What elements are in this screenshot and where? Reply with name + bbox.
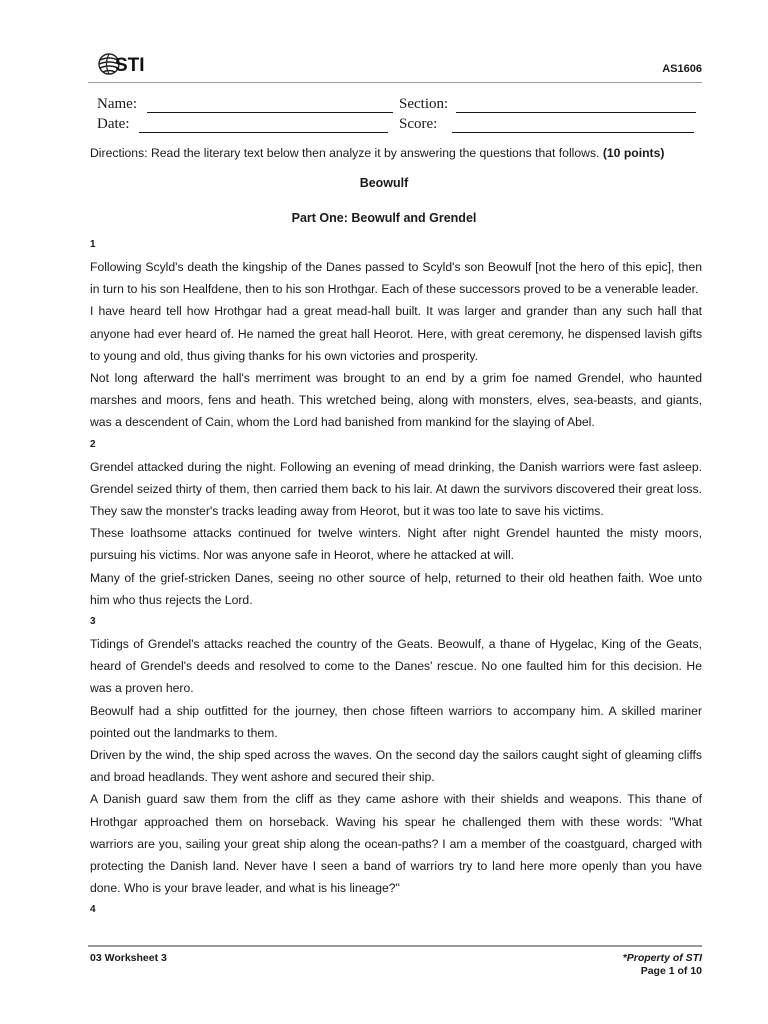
paragraph: I have heard tell how Hrothgar had a great mead-hall built. It was larger and grander than any such hall that anyone had ever heard of. He named the great hall Heorot. Here, with great ceremony, he dispensed lavish gifts to young and old, thus giving thanks for his own victories and prosperity.	[90, 304, 702, 363]
document-code: AS1606	[662, 63, 702, 75]
part-title: Part One: Beowulf and Grendel	[291, 211, 477, 225]
student-info-form	[97, 93, 702, 133]
section-number: 1	[90, 239, 96, 250]
paragraph: Beowulf had a ship outfitted for the journey, then chose fifteen warriors to accompany him. A skilled mariner pointed out the landmarks to them.	[90, 703, 702, 740]
form-row-1	[97, 93, 702, 113]
date-field	[97, 116, 395, 133]
date-label: Date:	[97, 116, 130, 132]
section-field	[399, 96, 696, 113]
form-row-2	[97, 113, 702, 133]
logo-text: STI	[115, 55, 145, 76]
sti-logo	[95, 50, 165, 78]
score-input-line[interactable]	[452, 117, 694, 133]
paragraph: Not long afterward the hall's merriment was brought to an end by a grim foe named Grendel, who haunted marshes and moors, fens and heath. This wretched being, along with monsters, elves, sea-beasts, and giants, was a descendent of Cain, whom the Lord had banished from mankind for the slaying of Abel.	[90, 371, 702, 430]
paragraph: Following Scyld's death the kingship of the Danes passed to Scyld's son Beowulf [not the hero of this epic], then in turn to his son Healfdene, then to his son Hrothgar. Each of these successors proved to be a venerable leader.	[90, 260, 702, 297]
section-input-line[interactable]	[456, 97, 696, 113]
directions-text: Directions: Read the literary text below then analyze it by answering the questions that follows.	[90, 146, 600, 160]
footer-worksheet-label: 03 Worksheet 3	[90, 952, 167, 964]
footer-divider	[88, 945, 702, 947]
section-label: Section:	[399, 96, 449, 112]
name-input-line[interactable]	[147, 97, 393, 113]
footer-property: *Property of STI	[622, 952, 702, 964]
paragraph: These loathsome attacks continued for twelve winters. Night after night Grendel haunted the misty moors, pursuing his victims. Nor was anyone safe in Heorot, where he attacked at will.	[90, 526, 702, 563]
name-label: Name:	[97, 96, 137, 112]
paragraph: Driven by the wind, the ship sped across the waves. On the second day the sailors caught sight of gleaming cliffs and broad headlands. They went ashore and secured their ship.	[90, 748, 702, 785]
section-number: 2	[90, 438, 96, 450]
paragraph: Many of the grief-stricken Danes, seeing no other source of help, returned to their old heathen faith. Woe unto him who thus rejects the Lord.	[90, 570, 702, 607]
paragraph: Tidings of Grendel's attacks reached the country of the Geats. Beowulf, a thane of Hygelac, King of the Geats, heard of Grendel's deeds and resolved to come to the Danes' rescue. No one faulted him for this decision. He was a proven hero.	[90, 637, 702, 696]
section-number: 4	[90, 904, 96, 916]
score-field	[399, 116, 694, 133]
footer-info	[623, 952, 702, 978]
section-number: 3	[90, 616, 96, 628]
footer-page-number: Page 1 of 10	[640, 965, 702, 977]
document-title: Beowulf	[359, 176, 409, 190]
directions-points: (10 points)	[602, 146, 665, 160]
score-label: Score:	[399, 116, 438, 132]
header-divider	[88, 82, 702, 83]
paragraph: A Danish guard saw them from the cliff as they came ashore with their shields and weapons. This thane of Hrothgar approached them on horseback. Waving his spear he challenged them with these words: "What warriors are you, sailing your great ship along the ocean-paths? I am a member of the coastguard, charged with protecting the Danish land. Never have I seen a band of warriors try to land here more openly than you have done. Who is your brave leader, and what is his lineage?"	[90, 792, 702, 896]
directions	[90, 146, 664, 160]
literary-text	[90, 234, 702, 921]
paragraph: Grendel attacked during the night. Following an evening of mead drinking, the Danish warriors were fast asleep. Grendel seized thirty of them, then carried them back to his lair. At dawn the survivors discovered their great loss. They saw the monster's tracks leading away from Heorot, but it was too late to save his victims.	[90, 459, 702, 519]
name-field	[97, 96, 395, 113]
date-input-line[interactable]	[139, 117, 388, 133]
